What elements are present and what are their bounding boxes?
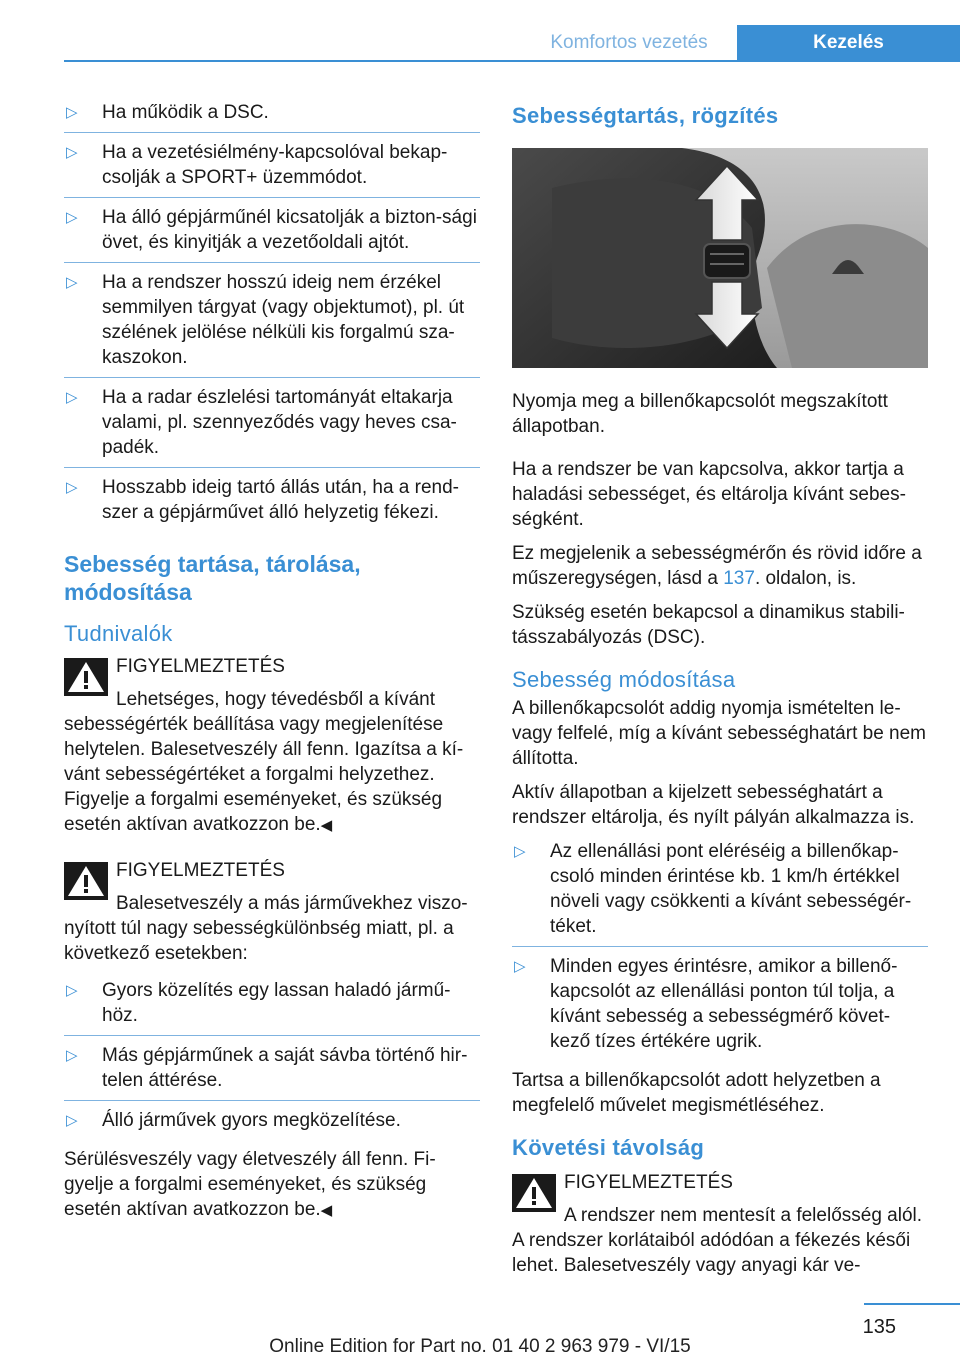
warning-box [512,1170,928,1278]
warning-box [64,858,480,966]
subsection-heading: Követési távolság [512,1135,705,1160]
list-item: ▷ Az ellenállási pont eléréséig a billenőkap‐csoló minden érintése kb. 1 km/h értékkel növeli vagy csökkenti a kívánt sebességér‐téket. [512,839,928,947]
warning-triangle-icon [512,1174,556,1212]
warning-label: FIGYELMEZTETÉS [564,1172,733,1193]
triangle-bullet-icon: ▷ [66,982,78,999]
triangle-bullet-icon: ▷ [66,274,78,291]
page-number: 135 [862,1316,896,1338]
list-item: ▷ Gyors közelítés egy lassan haladó jármű‐höz. [64,978,480,1036]
header-section-label: Komfortos vezetés [522,25,736,61]
warning-label: FIGYELMEZTETÉS [116,656,285,677]
paragraph: Ha a rendszer be van kapcsolva, akkor tartja a haladási sebességet, és eltárolja kívánt sebes‐ségként. [512,459,906,530]
closing-paragraph: Sérülésveszély vagy életveszély áll fenn. Fi‐gyelje a forgalmi eseményeket, és szükség esetén aktívan avatkozzon be.◀ [64,1149,436,1220]
paragraph: Szükség esetén bekapcsol a dinamikus stabili‐tásszabályozás (DSC). [512,602,905,648]
paragraph: Ez megjelenik a sebességmérőn és rövid időre a műszeregységen, lásd a 137. oldalon, is. [512,543,922,589]
warning-text: A rendszer nem mentesít a felelősség alól. A rendszer korlátaiból adódóan a fékezés késői lehet. Balesetveszély vagy anyagi kár ve‐ [512,1205,923,1276]
left-column [64,100,480,1232]
triangle-bullet-icon: ▷ [66,104,78,121]
triangle-bullet-icon: ▷ [66,479,78,496]
warning-text: Balesetveszély a más járművekhez viszo‐nyított túl nagy sebességkülönbség miatt, pl. a következő esetekben: [64,893,468,964]
bullet-list-conditions [64,100,480,532]
end-mark-icon: ◀ [320,1202,333,1219]
header-rule [64,60,960,62]
triangle-bullet-icon: ▷ [66,389,78,406]
triangle-bullet-icon: ▷ [66,209,78,226]
bullet-list-warning [64,978,480,1140]
steering-wheel-switch-image [512,148,928,368]
subsection-heading: Tudnivalók [64,621,173,646]
triangle-bullet-icon: ▷ [66,1112,78,1129]
list-item: ▷ Ha a rendszer hosszú ideig nem érzékel semmilyen tárgyat (vagy objektumot), pl. út szélének jelölése nélküli kis forgalmú sza‐kaszokon. [64,270,480,378]
footer-rule [864,1303,960,1305]
warning-text: Lehetséges, hogy tévedésből a kívánt sebességérték beállítása vagy megjelenítése helytelen. Balesetveszély áll fenn. Igazítsa a kí‐vánt sebességértéket a forgalmi helyzethez. Figyelje a forgalmi eseményeket, és szükség esetén aktívan avatkozzon be.◀ [64,689,464,835]
bullet-list-speed [512,839,928,1061]
paragraph: Tartsa a billenőkapcsolót adott helyzetben a megfelelő művelet megismétléséhez. [512,1070,881,1116]
header-chapter-tab: Kezelés [737,25,960,61]
list-item: ▷ Ha működik a DSC. [64,100,480,133]
footer-edition: Online Edition for Part no. 01 40 2 963 979 - VI/15 [269,1336,691,1357]
triangle-bullet-icon: ▷ [514,843,526,860]
subsection-heading: Sebesség módosítása [512,667,736,692]
list-item: ▷ Ha álló gépjárműnél kicsatolják a bizton‐sági övet, és kinyitják a vezetőoldali ajtót. [64,205,480,263]
warning-triangle-icon [64,862,108,900]
paragraph: Nyomja meg a billenőkapcsolót megszakított állapotban. [512,391,888,437]
triangle-bullet-icon: ▷ [66,1047,78,1064]
list-item: ▷ Álló járművek gyors megközelítése. [66,1110,401,1131]
list-item: ▷ Más gépjárműnek a saját sávba történő hir‐telen áttérése. [64,1043,480,1101]
list-item: ▷ Ha a vezetésiélmény-kapcsolóval bekap‐csolják a SPORT+ üzemmódot. [64,140,480,198]
warning-label: FIGYELMEZTETÉS [116,860,285,881]
paragraph: A billenőkapcsolót addig nyomja ismételten le- vagy felfelé, míg a kívánt sebességhatárt be nem állította. [512,698,927,769]
right-column [512,100,928,1278]
warning-box [64,654,480,838]
list-item: ▷ Minden egyes érintésre, amikor a billenő‐kapcsolót az ellenállási ponton túl tolja, a kívánt sebesség a sebességmérő követ‐kező tízes értékére ugrik. [514,956,898,1052]
end-mark-icon: ◀ [320,817,333,834]
paragraph: Aktív állapotban a kijelzett sebességhatárt a rendszer eltárolja, és nyílt pályán alkalmazza is. [512,782,915,828]
triangle-bullet-icon: ▷ [66,144,78,161]
triangle-bullet-icon: ▷ [514,958,526,975]
list-item: ▷ Hosszabb ideig tartó állás után, ha a rend‐szer a gépjárművet álló helyzetig fékezi. [66,477,459,523]
page-reference-link[interactable]: 137 [723,568,755,589]
section-heading: Sebesség tartása, tárolása, módosítása [64,551,361,605]
list-item: ▷ Ha a radar észlelési tartományát eltakarja valami, pl. szennyeződés vagy heves csa‐padék. [64,385,480,468]
warning-triangle-icon [64,658,108,696]
section-heading: Sebességtartás, rögzítés [512,103,779,128]
